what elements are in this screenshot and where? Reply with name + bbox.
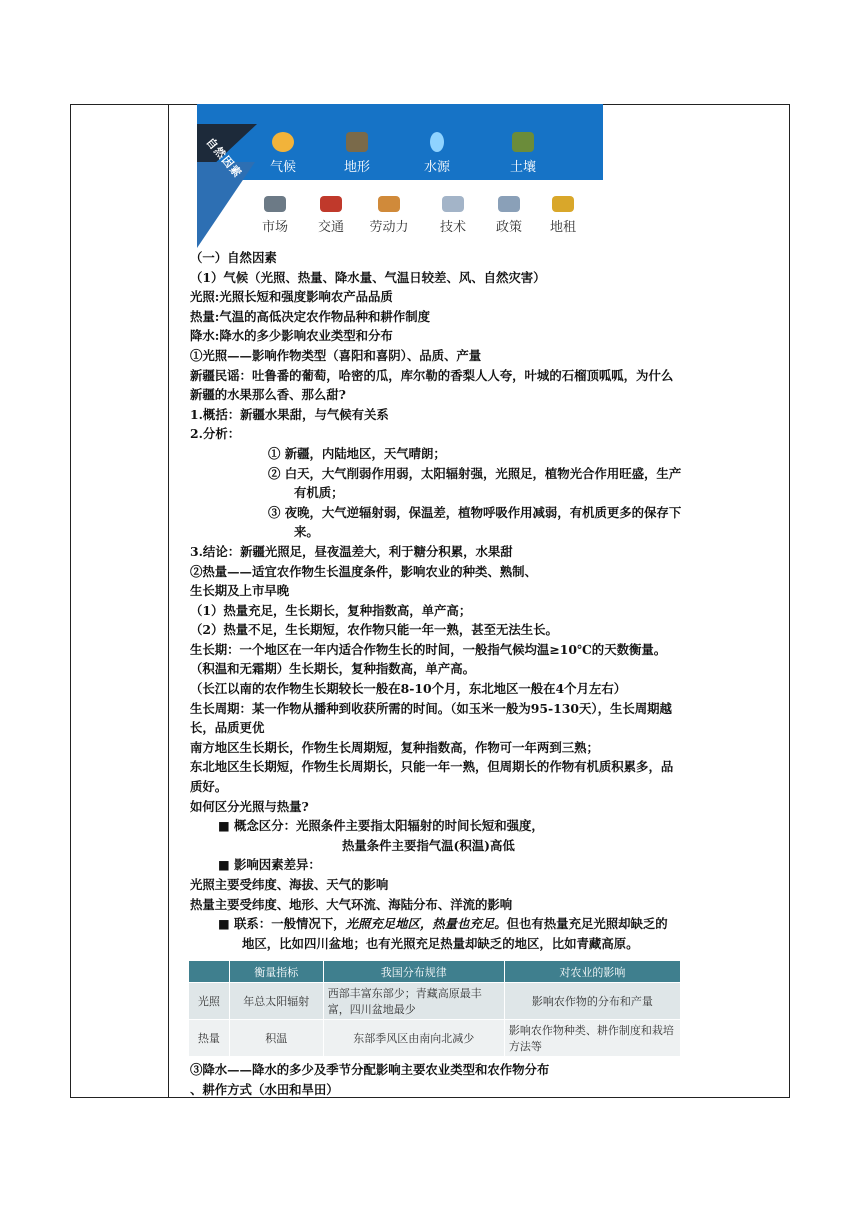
- text-line: 热量条件主要指气温(积温)高低: [342, 837, 515, 853]
- text-line: ②热量——适宜农作物生长温度条件，影响农业的种类、熟制、: [190, 563, 537, 579]
- table-cell: 热量: [189, 1020, 230, 1057]
- text-line: 如何区分光照与热量?: [190, 798, 309, 814]
- human-item-technology: 技术: [433, 196, 473, 235]
- text-line: （1）热量充足，生长期长，复种指数高，单产高；: [190, 602, 472, 618]
- soil-icon: [512, 132, 534, 152]
- table-cell: 光照: [189, 983, 230, 1020]
- text-line: 生长期及上市早晚: [190, 583, 290, 599]
- text-line: 新疆的水果那么香、那么甜?: [190, 387, 346, 403]
- text-line: （1）气候（光照、热量、降水量、气温日较差、风、自然灾害）: [190, 269, 546, 285]
- human-item-market: 市场: [255, 196, 295, 235]
- text-line: （积温和无霜期）生长期长，复种指数高，单产高。: [190, 661, 475, 677]
- text-line: 生长期：一个地区在一年内适合作物生长的时间，一般指气候均温≥10℃的天数衡量。: [190, 641, 667, 657]
- text-line: 质好。: [190, 779, 228, 795]
- human-tag: 人文因素: [204, 207, 243, 255]
- technology-icon: [442, 196, 464, 212]
- table-cell: 年总太阳辐射: [229, 983, 323, 1020]
- policy-document-icon: [498, 196, 520, 212]
- left-empty-column: [71, 105, 169, 1097]
- main-text: [190, 248, 786, 953]
- after-table-text: [190, 1060, 786, 1099]
- table-header: 对农业的影响: [504, 961, 680, 983]
- table-row: [189, 983, 681, 1020]
- text-line: 光照主要受纬度、海拔、天气的影响: [190, 877, 389, 892]
- coins-icon: [552, 196, 574, 212]
- human-item-policy: 政策: [489, 196, 529, 235]
- text-line: 长，品质更优: [190, 720, 265, 736]
- text-line: 南方地区生长期长，作物生长周期短，复种指数高，作物可一年两到三熟；: [190, 739, 599, 755]
- terrain-icon: [346, 132, 368, 152]
- light-heat-comparison-table: [188, 960, 681, 1057]
- text-line: （2）热量不足，生长期短，农作物只能一年一熟，甚至无法生长。: [190, 622, 558, 638]
- text-line: 热量主要受纬度、地形、大气环流、海陆分布、洋流的影响: [190, 896, 513, 912]
- natural-item-terrain: 地形: [337, 132, 377, 175]
- text-line: 生长周期：某一作物从播种到收获所需的时间。（如玉米一般为95-130天），生长周期越: [190, 700, 672, 716]
- text-line: 1.概括：新疆水果甜，与气候有关系: [190, 406, 389, 422]
- factors-banner: [197, 104, 603, 255]
- text-line: 光照:光照长短和强度影响农产品品质: [190, 289, 393, 305]
- text-line: ② 白天，大气削弱作用弱，太阳辐射强，光照足，植物光合作用旺盛，生产: [268, 465, 682, 481]
- text-line: ■ 影响因素差异：: [218, 857, 321, 873]
- text-line: 东北地区生长期短，作物生长周期长，只能一年一熟，但周期长的作物有机质积累多，品: [190, 759, 674, 775]
- natural-item-climate: 气候: [263, 132, 303, 175]
- text-line: ③降水——降水的多少及季节分配影响主要农业类型和农作物分布: [190, 1062, 550, 1077]
- natural-item-soil: 土壤: [503, 132, 543, 175]
- text-line: ①光照——影响作物类型（喜阳和喜阴）、品质、产量: [190, 347, 482, 363]
- table-cell: 积温: [229, 1020, 323, 1057]
- human-item-labor: 劳动力: [365, 196, 413, 235]
- text-line: ③ 夜晚，大气逆辐射弱，保温差，植物呼吸作用减弱，有机质更多的保存下: [268, 504, 682, 520]
- human-item-land-rent: 地租: [543, 196, 583, 235]
- text-line: 新疆民谣：吐鲁番的葡萄，哈密的瓜，库尔勒的香梨人人夸，叶城的石榴顶呱呱，为什么: [190, 367, 674, 383]
- text-line: ■ 概念区分：光照条件主要指太阳辐射的时间长短和强度，: [218, 818, 544, 834]
- table-header: 衡量指标: [229, 961, 323, 983]
- text-line: 来。: [294, 524, 319, 540]
- text-line: 3.结论：新疆光照足，昼夜温差大，利于糖分积累，水果甜: [190, 543, 513, 559]
- table-row: [189, 1020, 681, 1057]
- natural-item-water: 水源: [417, 132, 457, 175]
- text-line: 热量:气温的高低决定农作物品种和耕作制度: [190, 308, 430, 324]
- water-drop-icon: [430, 132, 444, 152]
- workers-icon: [378, 196, 400, 212]
- table-header: [189, 961, 230, 983]
- text-line: 地区，比如四川盆地；也有光照充足热量却缺乏的地区，比如青藏高原。: [242, 935, 639, 951]
- text-line: ■ 联系：一般情况下，光照充足地区，热量也充足。但也有热量充足光照却缺乏的: [218, 916, 668, 932]
- table-cell: 西部丰富东部少；青藏高原最丰富，四川盆地最少: [323, 983, 504, 1020]
- natural-tag: 自然因素: [203, 135, 245, 181]
- text-line: 2.分析：: [190, 426, 241, 442]
- text-line: 有机质；: [294, 485, 344, 501]
- text-line: ① 新疆，内陆地区，天气晴朗；: [268, 445, 446, 461]
- text-line: 降水:降水的多少影响农业类型和分布: [190, 328, 393, 344]
- human-item-transport: 交通: [311, 196, 351, 235]
- climate-icon: [272, 132, 294, 152]
- table-cell: 东部季风区由南向北减少: [323, 1020, 504, 1057]
- table-cell: 影响农作物种类、耕作制度和栽培方法等: [504, 1020, 680, 1057]
- text-line: 、耕作方式（水田和旱田）: [190, 1081, 339, 1097]
- text-line: （一）自然因素: [190, 250, 277, 265]
- table-cell: 影响农作物的分布和产量: [504, 983, 680, 1020]
- truck-icon: [320, 196, 342, 212]
- text-line: （长江以南的农作物生长期较长一般在8-10个月，东北地区一般在4个月左右）: [190, 681, 627, 697]
- table-header: 我国分布规律: [323, 961, 504, 983]
- shopping-cart-icon: [264, 196, 286, 212]
